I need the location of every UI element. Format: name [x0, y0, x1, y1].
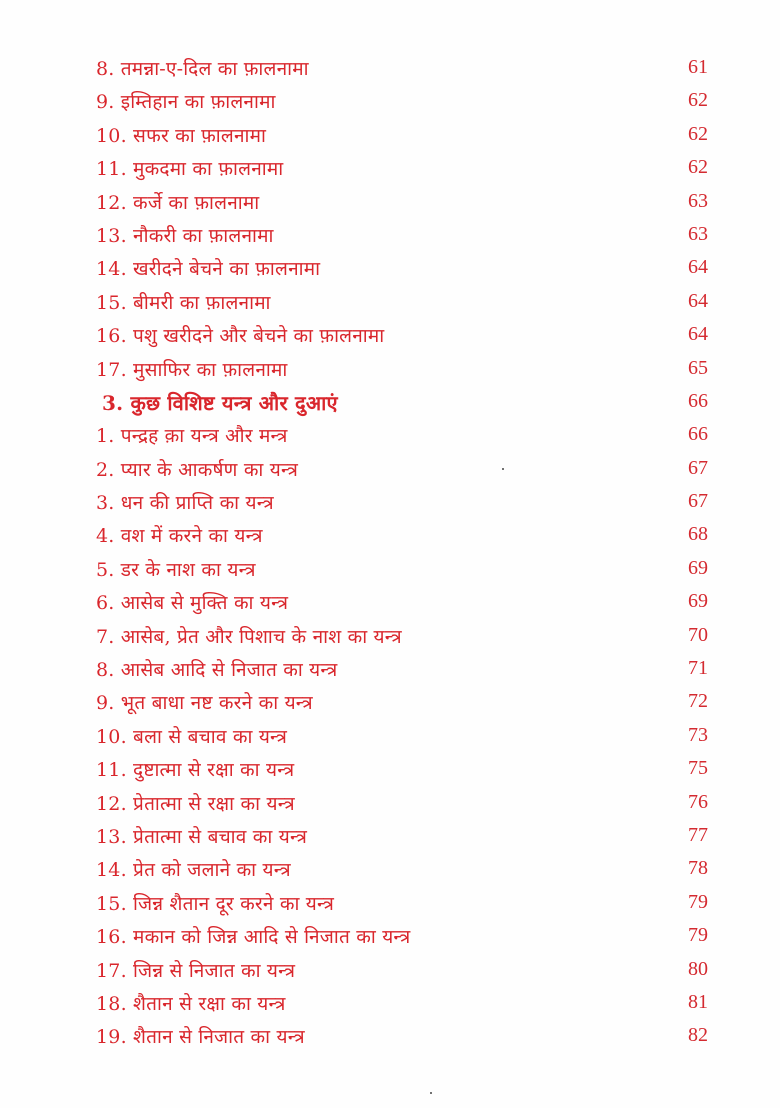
toc-entry-title: 18. शैतान से रक्षा का यन्त्र [96, 992, 286, 1015]
toc-entry-title: 13. प्रेतात्मा से बचाव का यन्त्र [96, 825, 308, 848]
toc-entry [0, 520, 780, 553]
toc-entry-title: 12. कर्जे का फ़ालनामा [96, 191, 260, 214]
toc-entry-page: 69 [688, 590, 708, 613]
toc-entry [0, 921, 780, 954]
toc-entry-page: 64 [688, 289, 708, 312]
toc-entry-title: 11. मुकदमा का फ़ालनामा [96, 158, 284, 181]
toc-entry-title: 6. आसेब से मुक्ति का यन्त्र [96, 592, 289, 615]
toc-entry-title: 17. जिन्न से निजात का यन्त्र [96, 959, 296, 982]
toc-entry-title: 2. प्यार के आकर्षण का यन्त्र [96, 458, 299, 481]
toc-entry-page: 62 [688, 122, 708, 145]
toc-entry [0, 120, 780, 153]
table-of-contents [0, 53, 780, 1055]
toc-entry-page: 78 [688, 857, 708, 880]
toc-entry-title: 17. मुसाफिर का फ़ालनामा [96, 358, 288, 381]
toc-entry-page: 80 [688, 957, 708, 980]
toc-entry [0, 53, 780, 86]
toc-entry-title: 10. बला से बचाव का यन्त्र [96, 725, 288, 748]
toc-entry [0, 654, 780, 687]
toc-entry-title: 15. जिन्न शैतान दूर करने का यन्त्र [96, 892, 335, 915]
toc-entry-title: 12. प्रेतात्मा से रक्षा का यन्त्र [96, 792, 295, 815]
toc-entry-title: 15. बीमरी का फ़ालनामा [96, 291, 271, 314]
toc-entry [0, 854, 780, 887]
toc-entry [0, 187, 780, 220]
toc-entry [0, 454, 780, 487]
toc-entry [0, 721, 780, 754]
toc-entry-page: 63 [688, 222, 708, 245]
toc-entry-title: 14. प्रेत को जलाने का यन्त्र [96, 859, 291, 882]
toc-entry [0, 754, 780, 787]
toc-entry-page: 82 [688, 1024, 708, 1047]
toc-entry-page: 62 [688, 89, 708, 112]
toc-entry-title: 9. भूत बाधा नष्ट करने का यन्त्र [96, 692, 313, 715]
toc-entry-title: 9. इम्तिहान का फ़ालनामा [96, 91, 276, 114]
toc-entry [0, 320, 780, 353]
print-speck [430, 1092, 432, 1094]
toc-entry-title: 5. डर के नाश का यन्त्र [96, 558, 256, 581]
toc-section-page: 66 [688, 389, 708, 412]
toc-entry-page: 61 [688, 56, 708, 78]
toc-entry-page: 64 [688, 256, 708, 279]
toc-entry-page: 72 [688, 690, 708, 713]
toc-entry-title: 16. मकान को जिन्न आदि से निजात का यन्त्र [96, 926, 411, 949]
toc-entry [0, 220, 780, 253]
toc-entry-title: 16. पशु खरीदने और बेचने का फ़ालनामा [96, 325, 385, 348]
toc-entry [0, 86, 780, 119]
toc-entry-title: 1. पन्द्रह क़ा यन्त्र और मन्त्र [96, 425, 288, 448]
toc-entry-page: 71 [688, 657, 708, 680]
toc-entry [0, 955, 780, 988]
toc-entry-page: 79 [688, 924, 708, 947]
toc-entry [0, 153, 780, 186]
toc-entry-title: 11. दुष्टात्मा से रक्षा का यन्त्र [96, 759, 295, 782]
toc-entry [0, 788, 780, 821]
toc-entry-page: 79 [688, 890, 708, 913]
toc-entry-page: 69 [688, 556, 708, 579]
toc-entry-title: 4. वश में करने का यन्त्र [96, 525, 263, 548]
toc-entry-page: 66 [688, 423, 708, 446]
toc-entry [0, 287, 780, 320]
toc-entry-title: 13. नौकरी का फ़ालनामा [96, 224, 274, 247]
toc-entry-title: 19. शैतान से निजात का यन्त्र [96, 1026, 305, 1049]
toc-entry-page: 70 [688, 623, 708, 646]
toc-entry-title: 7. आसेब, प्रेत और पिशाच के नाश का यन्त्र [96, 625, 402, 648]
toc-entry [0, 587, 780, 620]
toc-entry [0, 888, 780, 921]
toc-entry [0, 253, 780, 286]
toc-entry-title: 10. सफर का फ़ालनामा [96, 124, 267, 147]
toc-entry-page: 68 [688, 523, 708, 546]
toc-entry [0, 821, 780, 854]
toc-entry [0, 420, 780, 453]
toc-entry [0, 354, 780, 387]
toc-entry [0, 554, 780, 587]
toc-entry-page: 63 [688, 189, 708, 212]
toc-entry-page: 76 [688, 790, 708, 813]
toc-entry-page: 62 [688, 156, 708, 179]
print-speck [502, 468, 504, 470]
toc-entry-page: 75 [688, 757, 708, 780]
toc-entry-title: 8. तमन्ना-ए-दिल का फ़ालनामा [96, 58, 309, 80]
toc-entry-page: 81 [688, 990, 708, 1013]
toc-entry [0, 988, 780, 1021]
toc-entry-title: 3. धन की प्राप्ति का यन्त्र [96, 492, 274, 515]
toc-entry-title: 14. खरीदने बेचने का फ़ालनामा [96, 258, 321, 281]
toc-entry-page: 64 [688, 323, 708, 346]
toc-entry [0, 621, 780, 654]
toc-entry-page: 77 [688, 823, 708, 846]
toc-section-title: 3. कुछ विशिष्ट यन्त्र और दुआएं [102, 390, 338, 415]
toc-entry [0, 687, 780, 720]
toc-entry-page: 65 [688, 356, 708, 379]
toc-entry [0, 487, 780, 520]
toc-entry-title: 8. आसेब आदि से निजात का यन्त्र [96, 659, 338, 682]
toc-entry-page: 67 [688, 490, 708, 513]
toc-section-heading [0, 387, 780, 420]
toc-entry-page: 73 [688, 723, 708, 746]
toc-entry [0, 1021, 780, 1054]
toc-entry-page: 67 [688, 456, 708, 479]
